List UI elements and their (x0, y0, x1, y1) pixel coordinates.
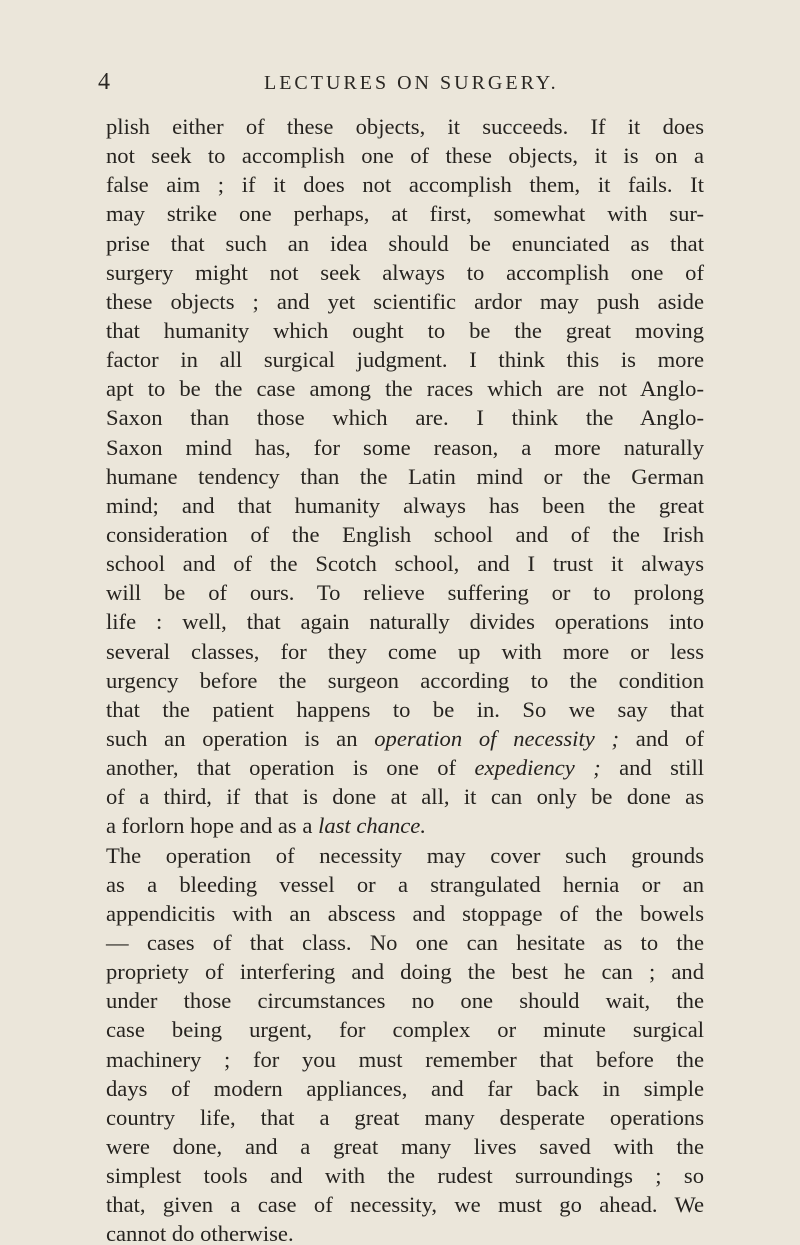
italic-phrase: expediency ; (474, 755, 601, 781)
text-line (106, 1015, 704, 1044)
text-run: days of modern appliances, and far back in simple (106, 1075, 704, 1101)
text-line (106, 1132, 704, 1161)
text-line (106, 374, 704, 403)
text-line (106, 986, 704, 1015)
text-line (106, 258, 704, 287)
text-run: mind; and that humanity always has been the great (106, 492, 704, 518)
text-run: simplest tools and with the rudest surroundings ; so (106, 1163, 704, 1189)
text-run: life : well, that again naturally divides operations into (106, 609, 704, 635)
text-line (106, 782, 704, 811)
text-run: school and of the Scotch school, and I trust it always (106, 551, 704, 577)
text-line (106, 549, 704, 578)
text-line (106, 433, 704, 462)
text-line (106, 928, 704, 957)
text-run: Saxon than those which are. I think the Anglo- (106, 405, 704, 431)
text-line (106, 520, 704, 549)
text-run: will be of ours. To relieve suffering or to prolong (106, 580, 704, 606)
text-line (106, 199, 704, 228)
running-head: LECTURES ON SURGERY. (264, 72, 559, 94)
text-run: that humanity which ought to be the great moving (106, 317, 704, 343)
text-line (106, 841, 704, 870)
text-run: that the patient happens to be in. So we say that (106, 696, 704, 722)
text-line (106, 899, 704, 928)
text-line (106, 112, 704, 141)
text-run: The operation of necessity may cover such grounds (106, 842, 704, 868)
text-run: and still (600, 755, 704, 781)
text-line (106, 607, 704, 636)
text-line (106, 462, 704, 491)
text-run: were done, and a great many lives saved with the (106, 1133, 704, 1159)
page-number: 4 (98, 69, 110, 95)
text-line (106, 491, 704, 520)
text-run: Saxon mind has, for some reason, a more naturally (106, 434, 704, 460)
text-run: several classes, for they come up with more or less (106, 638, 704, 664)
text-run: machinery ; for you must remember that before the (106, 1046, 704, 1072)
text-run: of a third, if that is done at all, it can only be done as (106, 784, 704, 810)
text-run: these objects ; and yet scientific ardor may push aside (106, 288, 704, 314)
text-line (106, 1045, 704, 1074)
text-line (106, 1074, 704, 1103)
text-run: and of (619, 725, 704, 751)
text-line (106, 1190, 704, 1219)
text-line (106, 1161, 704, 1190)
text-line (106, 695, 704, 724)
text-line (106, 316, 704, 345)
text-line (106, 870, 704, 899)
body-text (106, 112, 704, 1245)
text-line (106, 753, 704, 782)
text-run: that, given a case of necessity, we must go ahead. We (106, 1192, 704, 1218)
text-line (106, 578, 704, 607)
text-run: may strike one perhaps, at first, somewhat with sur- (106, 201, 704, 227)
text-line (106, 345, 704, 374)
text-line (106, 1103, 704, 1132)
text-line (106, 229, 704, 258)
text-run: a forlorn hope and as a (106, 813, 319, 839)
text-run: plish either of these objects, it succeeds. If it does (106, 114, 704, 139)
text-run: another, that operation is one of (106, 755, 475, 781)
text-run: false aim ; if it does not accomplish them, it fails. It (106, 172, 704, 198)
text-line (106, 1219, 704, 1245)
text-line (106, 637, 704, 666)
text-run: cannot do otherwise. (106, 1221, 294, 1245)
page-header (84, 66, 724, 98)
text-run: country life, that a great many desperate operations (106, 1104, 704, 1130)
text-run: case being urgent, for complex or minute surgical (106, 1017, 704, 1043)
text-line (106, 141, 704, 170)
text-line (106, 811, 704, 840)
text-run: surgery might not seek always to accomplish one of (106, 259, 704, 285)
text-line (106, 287, 704, 316)
italic-phrase: last chance. (318, 813, 426, 839)
text-run: appendicitis with an abscess and stoppage of the bowels (106, 900, 704, 926)
text-line (106, 666, 704, 695)
text-line (106, 403, 704, 432)
text-run: propriety of interfering and doing the best he can ; and (106, 959, 704, 985)
text-run: consideration of the English school and of the Irish (106, 521, 704, 547)
text-run: urgency before the surgeon according to the condition (106, 667, 704, 693)
text-line (106, 724, 704, 753)
text-run: under those circumstances no one should wait, the (106, 988, 704, 1014)
text-run: factor in all surgical judgment. I think this is more (106, 347, 704, 373)
text-run: — cases of that class. No one can hesitate as to the (106, 929, 704, 955)
text-line (106, 170, 704, 199)
text-run: such an operation is an (106, 725, 375, 751)
text-line (106, 957, 704, 986)
text-run: as a bleeding vessel or a strangulated hernia or an (106, 871, 704, 897)
text-run: prise that such an idea should be enunciated as that (106, 230, 704, 256)
text-run: apt to be the case among the races which are not Anglo- (106, 376, 704, 402)
text-run: humane tendency than the Latin mind or the German (106, 463, 704, 489)
italic-phrase: operation of necessity ; (374, 725, 620, 751)
text-run: not seek to accomplish one of these objects, it is on a (106, 143, 704, 169)
